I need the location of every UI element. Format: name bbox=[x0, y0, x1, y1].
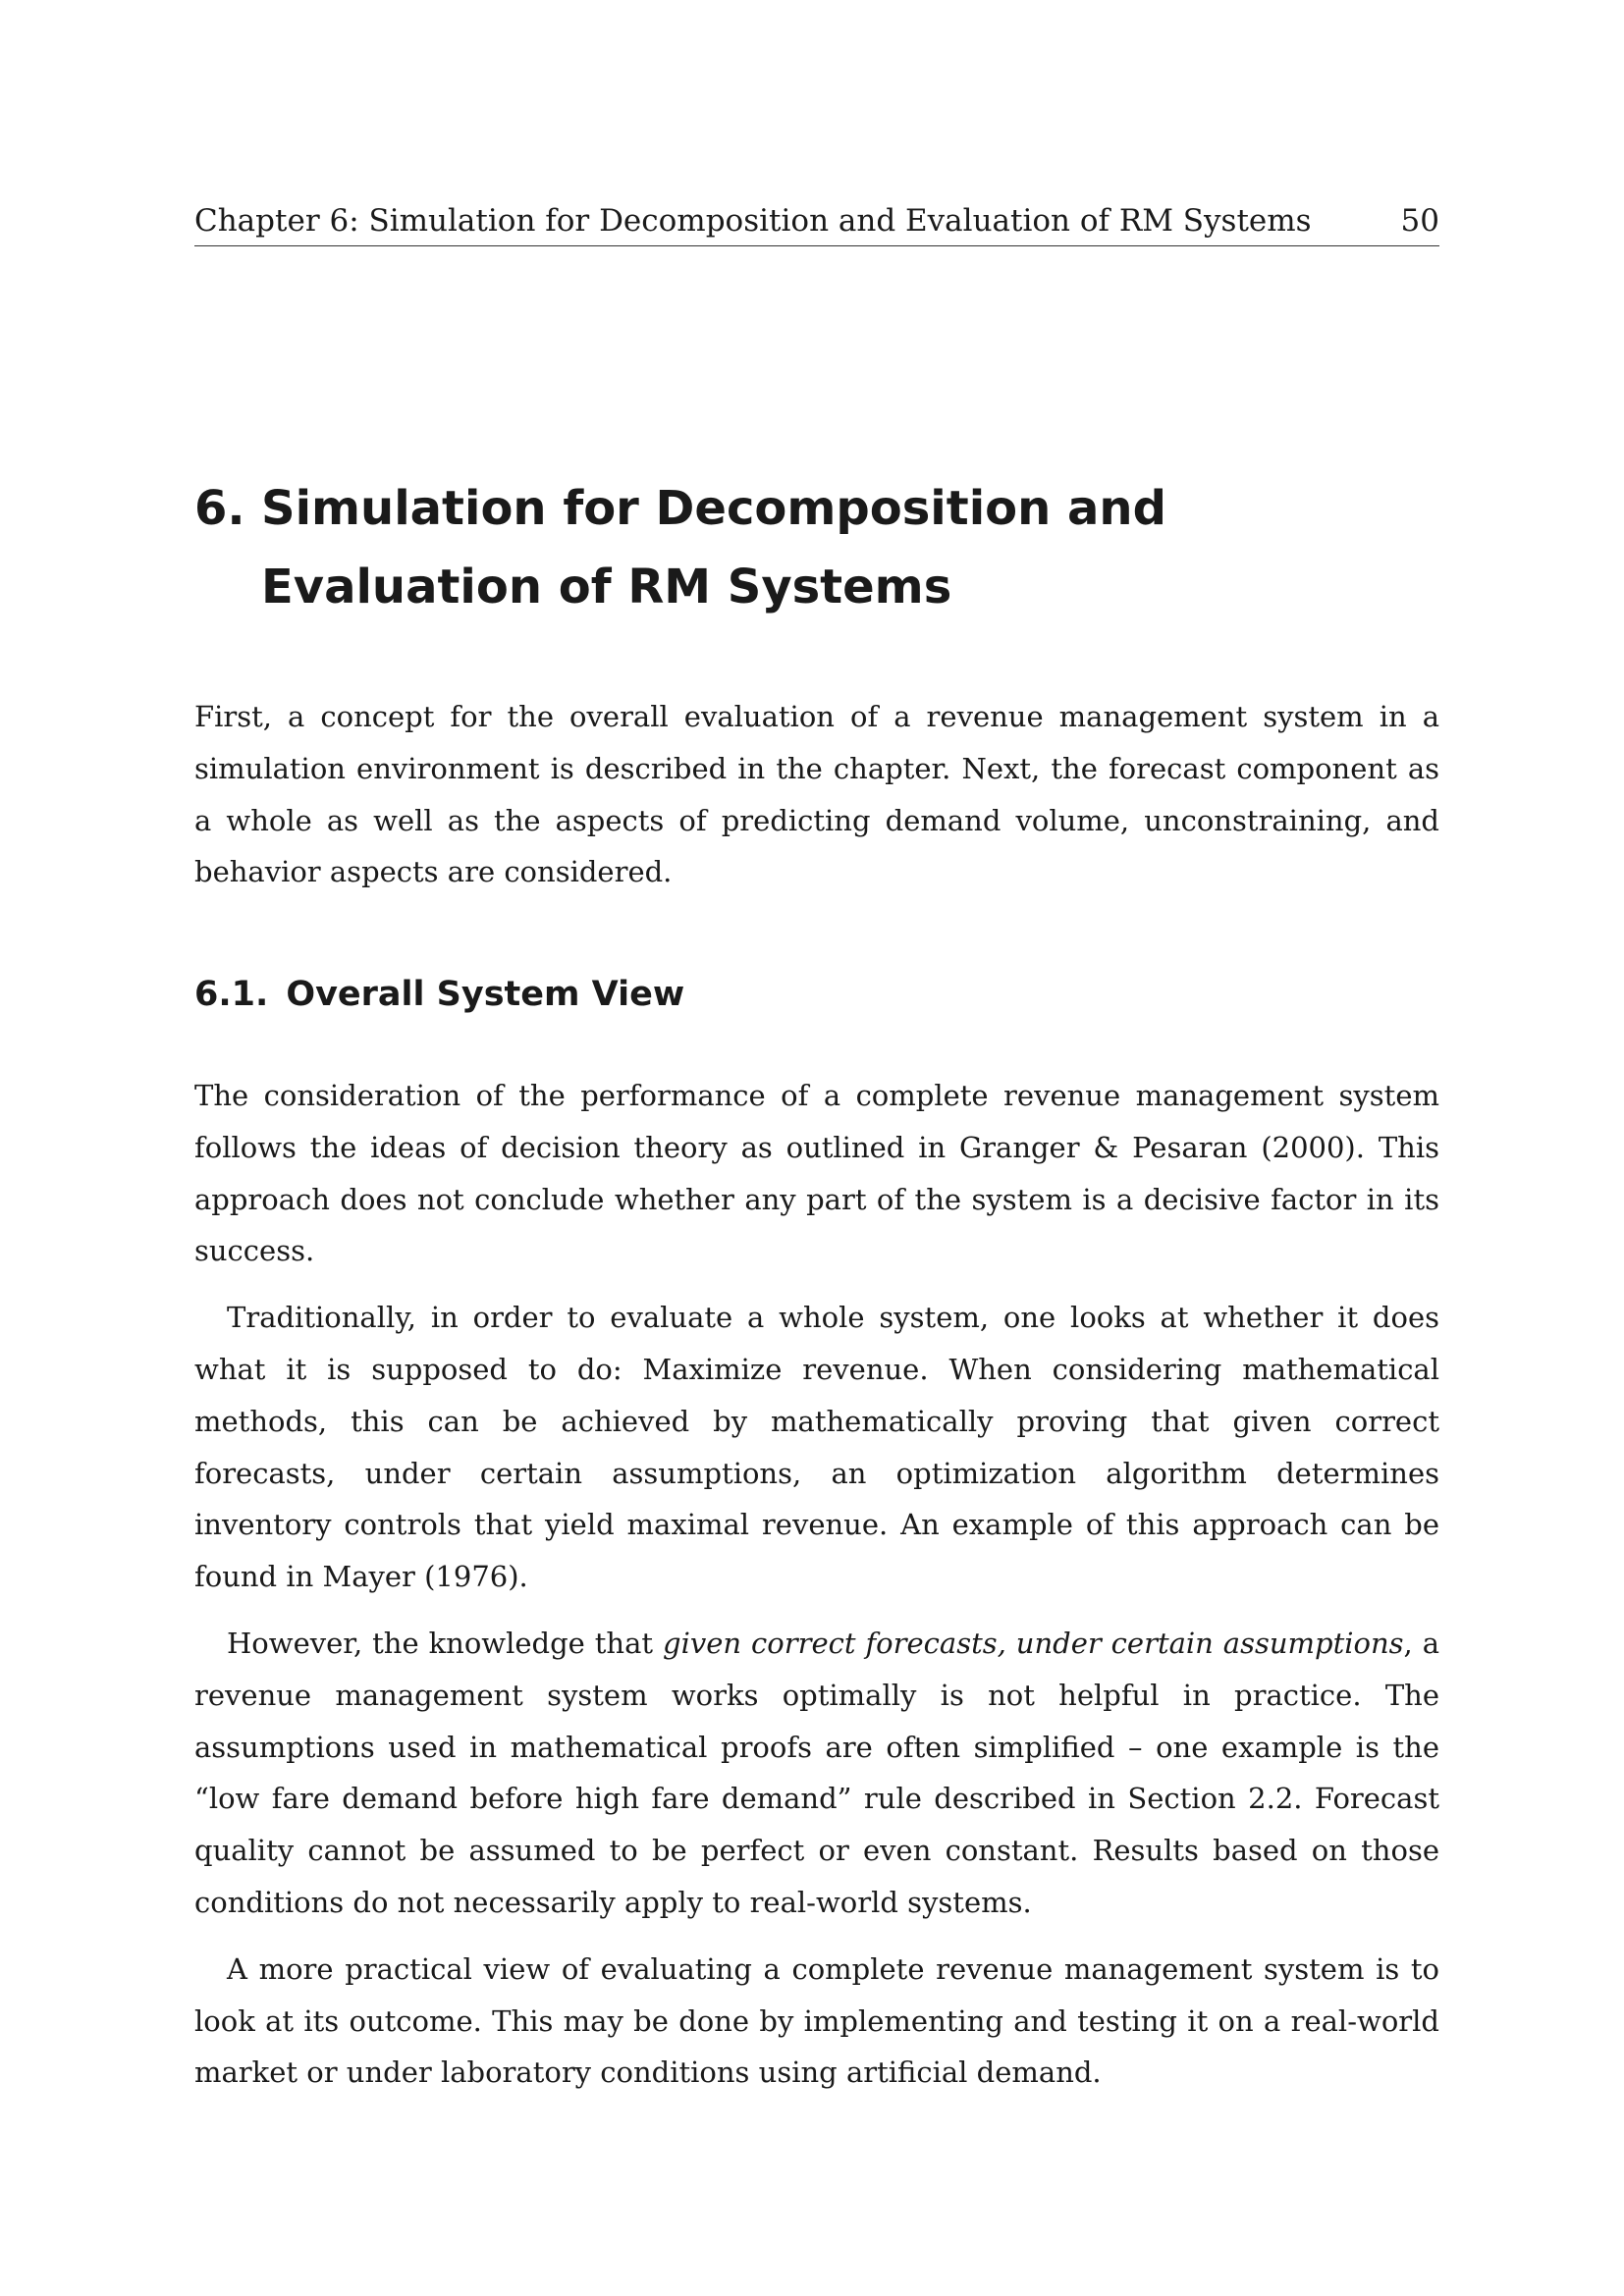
p3-rest: , a revenue management system works optimally is not helpful in practice. The assumptions used in mathematical proofs are often simplified – one example is the “low fare demand before high fare demand” rule described in Section 2.2. Forecast quality cannot be assumed to be perfect or even constant. Results based on those conditions do not necessarily apply to real-world systems. bbox=[194, 1626, 1439, 1919]
section-number: 6.1. bbox=[194, 975, 269, 1014]
chapter-title: Simulation for Decomposition and Evaluation of RM Systems bbox=[261, 481, 1166, 614]
chapter-heading bbox=[194, 469, 1439, 626]
section-body bbox=[194, 1070, 1439, 2113]
body-paragraph-1: The consideration of the performance of a complete revenue management system follows the ideas of decision theory as outlined in Granger & Pesaran (2000). This approach does not conclude whether any part of the system is a decisive factor in its success. bbox=[194, 1079, 1439, 1268]
chapter-number: 6. bbox=[194, 481, 245, 536]
p3-lead: However, the knowledge that bbox=[227, 1626, 663, 1660]
section-title: Overall System View bbox=[286, 975, 685, 1014]
chapter-intro bbox=[194, 691, 1439, 913]
section-heading bbox=[194, 970, 1439, 1019]
intro-paragraph: First, a concept for the overall evaluation of a revenue management system in a simulation environment is described in the chapter. Next, the forecast component as a whole as well as the aspects of predicting demand volume, unconstraining, and behavior aspects are considered. bbox=[194, 700, 1439, 889]
p3-emphasis: given correct forecasts, under certain assumptions bbox=[663, 1626, 1404, 1660]
page-number: 50 bbox=[1400, 203, 1439, 239]
body-paragraph-4: A more practical view of evaluating a complete revenue management system is to look at its outcome. This may be done by implementing and testing it on a real-world market or under laboratory conditions using artificial demand. bbox=[194, 1951, 1439, 2090]
body-paragraph-2: Traditionally, in order to evaluate a whole system, one looks at whether it does what it is supposed to do: Maximize revenue. When considering mathematical methods, this can be achieved by mathematically proving that given correct forecasts, under certain assumptions, an optimization algorithm determines inventory controls that yield maximal revenue. An example of this approach can be found in Mayer (1976). bbox=[194, 1301, 1439, 1594]
body-paragraph-3 bbox=[194, 1618, 1439, 1929]
running-title: Chapter 6: Simulation for Decomposition and Evaluation of RM Systems bbox=[194, 203, 1312, 239]
running-header bbox=[194, 200, 1439, 246]
